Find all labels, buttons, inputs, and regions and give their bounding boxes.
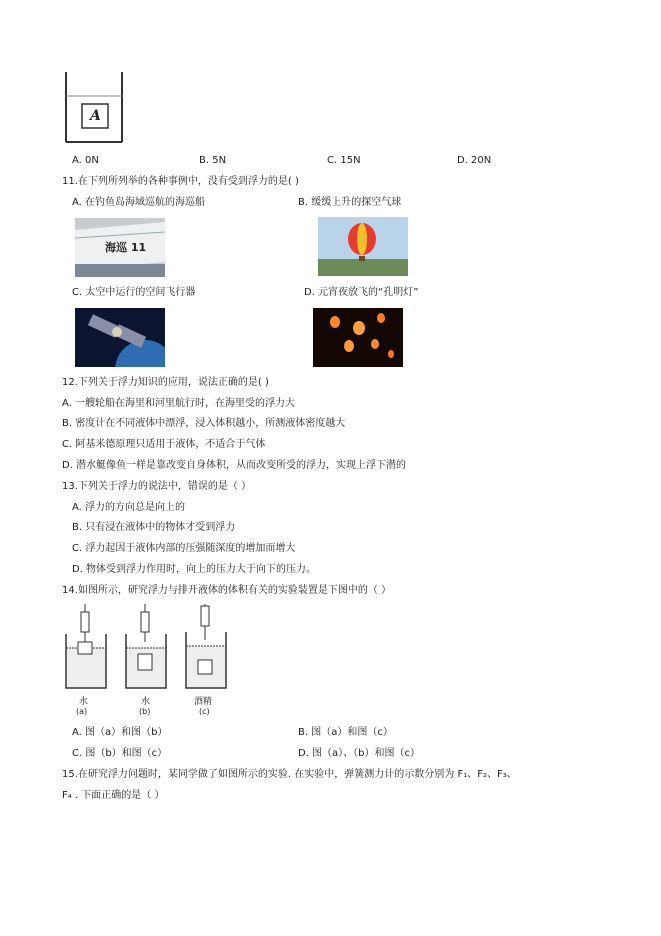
q15-stem-line2: F₄ . 下面正确的是（ ） [62,790,165,801]
q14-option-b[interactable]: B. 图（a）和图（c） [298,727,393,738]
q11-stem: 11.在下列所列举的各种事例中，没有受到浮力的是( ) [62,176,299,187]
sky-lanterns-photo [313,308,403,367]
q15-stem-line1: 15.在研究浮力问题时，某同学做了如图所示的实验. 在实验中，弹簧测力计的示数分别为 F₁、F₂、F₃、 [62,769,517,780]
spacecraft-photo [75,308,165,367]
beaker-block-figure [62,72,126,144]
q12-option-d[interactable]: D. 潜水艇像鱼一样是靠改变自身体积，从而改变所受的浮力，实现上浮下潜的 [62,460,407,471]
ship-hull-text: 海巡 11 [105,241,147,254]
beaker-c-liquid: 酒精 [194,697,213,707]
q14-option-d[interactable]: D. 图（a）、（b）和图（c） [298,748,421,759]
q14-option-a[interactable]: A. 图（a）和图（b） [72,727,168,738]
q11-option-b[interactable]: B. 缓缓上升的探空气球 [298,197,402,208]
q13-stem: 13.下列关于浮力的说法中，错误的是（ ） [62,481,252,492]
q10-option-a[interactable]: A. 0N [72,155,99,166]
q10-option-c[interactable]: C. 15N [327,155,361,166]
block-label: A [90,108,101,124]
q12-stem: 12.下列关于浮力知识的应用，说法正确的是( ) [62,377,269,388]
q12-option-c[interactable]: C. 阿基米德原理只适用于液体，不适合于气体 [62,439,266,450]
three-beakers-figure [64,604,234,722]
q12-option-b[interactable]: B. 密度计在不同液体中漂浮，浸入体积越小，所测液体密度越大 [62,418,346,429]
beaker-b-liquid: 水 [141,697,151,707]
q11-option-a[interactable]: A. 在钓鱼岛海域巡航的海巡船 [72,197,206,208]
q13-option-c[interactable]: C. 浮力起因于液体内部的压强随深度的增加而增大 [72,543,296,554]
beaker-c-tag: (c) [199,707,210,716]
q13-option-a[interactable]: A. 浮力的方向总是向上的 [72,502,186,513]
q11-option-c[interactable]: C. 太空中运行的空间飞行器 [72,287,196,298]
q10-option-b[interactable]: B. 5N [199,155,227,166]
q13-option-d[interactable]: D. 物体受到浮力作用时，向上的压力大于向下的压力。 [72,564,317,575]
q10-option-d[interactable]: D. 20N [457,155,492,166]
beaker-b [126,604,166,688]
beaker-c [186,604,226,688]
q11-option-d[interactable]: D. 元宵夜放飞的“孔明灯” [304,287,419,298]
q14-stem: 14.如图所示，研究浮力与排开液体的体积有关的实验装置是下图中的（ ） [62,585,392,596]
q13-option-b[interactable]: B. 只有浸在液体中的物体才受到浮力 [72,522,236,533]
hot-air-balloon-photo [318,217,408,276]
q14-option-c[interactable]: C. 图（b）和图（c） [72,748,168,759]
q12-option-a[interactable]: A. 一艘轮船在海里和河里航行时，在海里受的浮力大 [62,398,296,409]
beaker-a [66,604,106,688]
beaker-a-liquid: 水 [79,697,89,707]
beaker-b-tag: (b) [139,707,151,716]
patrol-ship-photo [75,218,165,277]
beaker-a-tag: (a) [76,707,88,716]
